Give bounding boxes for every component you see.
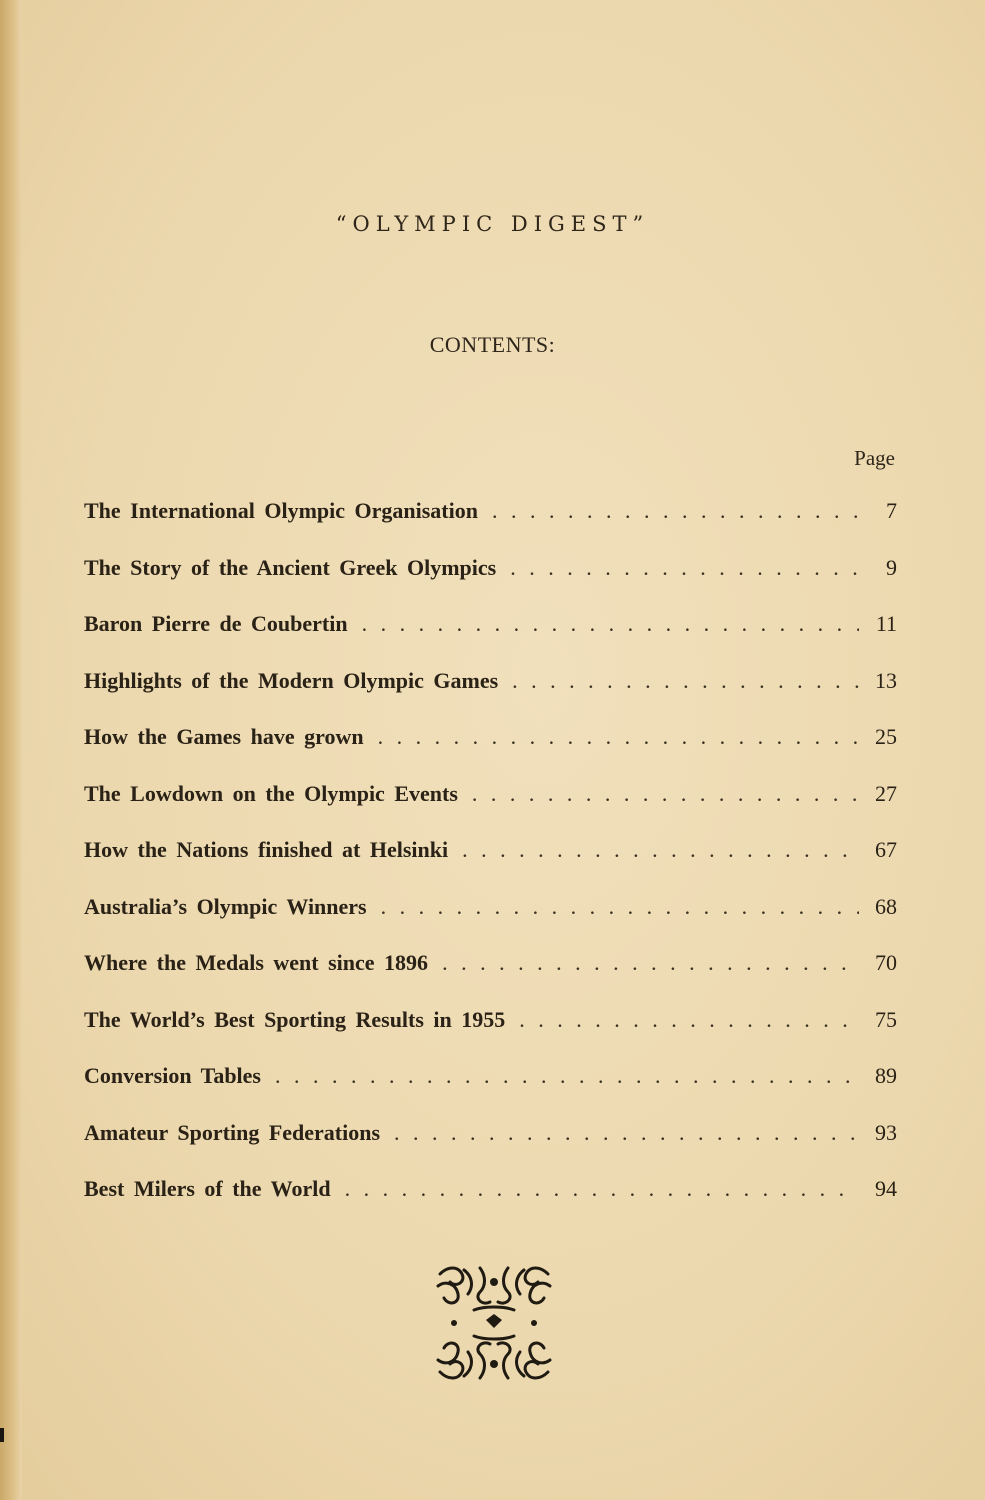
toc-entry — [84, 1063, 897, 1120]
toc-entry-title: Best Milers of the World — [84, 1176, 331, 1201]
spine-mark — [0, 1428, 4, 1442]
toc-dot-leader — [275, 1063, 859, 1089]
toc-dot-leader — [442, 950, 859, 976]
toc-entry-page: 25 — [875, 724, 897, 749]
toc-entry — [84, 950, 897, 1007]
toc-entry-title: The Story of the Ancient Greek Olympics — [84, 554, 497, 580]
toc-entry — [84, 837, 897, 894]
table-of-contents — [84, 498, 897, 1233]
toc-dot-leader — [472, 781, 859, 807]
toc-dot-leader — [378, 724, 859, 750]
page-column-label: Page — [854, 446, 895, 470]
toc-entry — [84, 498, 897, 555]
toc-entry — [84, 1120, 897, 1177]
toc-entry-page: 11 — [875, 611, 897, 636]
toc-entry — [84, 724, 897, 781]
toc-entry-page: 94 — [875, 1176, 897, 1201]
toc-entry-page: 70 — [875, 950, 897, 975]
toc-entry — [84, 555, 897, 612]
toc-dot-leader — [345, 1176, 859, 1202]
toc-dot-leader — [362, 611, 859, 637]
toc-entry-page: 27 — [875, 780, 897, 806]
toc-entry-title: Where the Medals went since 1896 — [84, 950, 429, 975]
toc-entry-page: 93 — [875, 1119, 897, 1145]
toc-entry-title: Australia’s Olympic Winners — [84, 893, 367, 919]
toc-dot-leader — [492, 498, 859, 524]
toc-entry-title: How the Nations finished at Helsinki — [84, 837, 449, 862]
contents-heading: CONTENTS: — [429, 332, 556, 357]
toc-entry-page: 13 — [875, 667, 897, 693]
document-title: “OLYMPIC DIGEST” — [335, 212, 650, 236]
toc-entry-title: The World’s Best Sporting Results in 1955 — [84, 1006, 506, 1032]
toc-dot-leader — [462, 837, 859, 863]
toc-entry-title: Baron Pierre de Coubertin — [84, 611, 348, 636]
toc-entry-title: How the Games have grown — [84, 724, 364, 749]
toc-entry — [84, 611, 897, 668]
toc-entry-title: Amateur Sporting Federations — [84, 1119, 381, 1145]
toc-entry-page: 7 — [886, 498, 897, 523]
toc-entry — [84, 668, 897, 725]
toc-dot-leader — [519, 1007, 859, 1033]
toc-entry — [84, 781, 897, 838]
toc-dot-leader — [381, 894, 859, 920]
toc-entry-page: 9 — [886, 554, 897, 580]
toc-entry-page: 89 — [875, 1063, 897, 1088]
toc-entry-title: The Lowdown on the Olympic Events — [84, 780, 458, 806]
toc-dot-leader — [512, 668, 859, 694]
toc-entry-page: 67 — [875, 837, 897, 862]
toc-entry-title: The International Olympic Organisation — [84, 498, 478, 523]
toc-dot-leader — [394, 1120, 859, 1146]
toc-entry-title: Highlights of the Modern Olympic Games — [84, 667, 499, 693]
toc-entry — [84, 1176, 897, 1233]
toc-entry — [84, 1007, 897, 1064]
toc-entry-title: Conversion Tables — [84, 1063, 261, 1088]
toc-entry-page: 75 — [875, 1006, 897, 1032]
toc-dot-leader — [510, 555, 859, 581]
toc-entry — [84, 894, 897, 951]
floral-ornament-icon — [434, 1262, 554, 1384]
toc-entry-page: 68 — [875, 893, 897, 919]
